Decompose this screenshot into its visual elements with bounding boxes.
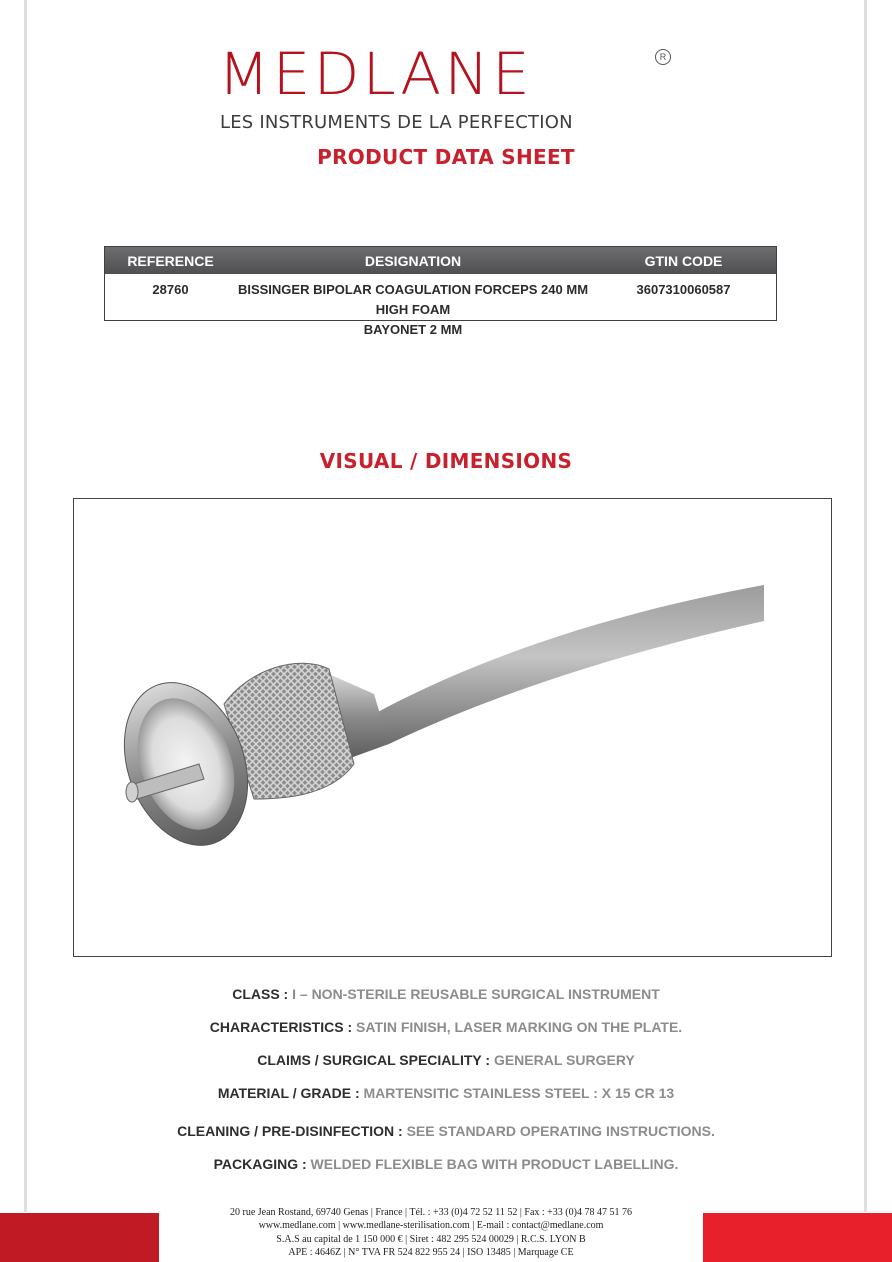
footer-address: 20 rue Jean Rostand, 69740 Genas | France | Tél. : +33 (0)4 72 52 11 52 | Fax : +33 (0)4 78 47 51 76 [230,1207,632,1218]
header-designation: DESIGNATION [364,253,462,269]
section-title-product-data-sheet: PRODUCT DATA SHEET [317,145,575,169]
cell-designation-line1: BISSINGER BIPOLAR COAGULATION FORCEPS 240 MM HIGH FOAM [237,282,589,317]
cell-gtin-code: 3607310060587 [636,282,731,297]
cell-designation [233,280,593,340]
connector-plug-illustration [74,499,831,956]
spec-characteristics: CHARACTERISTICS : SATIN FINISH, LASER MARKING ON THE PLATE. [209,1019,683,1035]
brand-logo [0,22,892,133]
footer-bar-left [0,1213,159,1262]
footer-web: www.medlane.com | www.medlane-sterilisation.com | E-mail : contact@medlane.com [258,1220,604,1231]
section-title-visual-dimensions: VISUAL / DIMENSIONS [319,449,573,473]
spec-cleaning: CLEANING / PRE-DISINFECTION : SEE STANDARD OPERATING INSTRUCTIONS. [177,1123,715,1139]
spec-class: CLASS : I – NON-STERILE REUSABLE SURGICAL INSTRUMENT [232,986,660,1002]
brand-wordmark: MEDLANE [218,40,533,108]
header-gtin-code: GTIN CODE [644,253,723,269]
header-reference: REFERENCE [127,253,214,269]
spec-claims: CLAIMS / SURGICAL SPECIALITY : GENERAL SURGERY [257,1052,635,1068]
spec-packaging: PACKAGING : WELDED FLEXIBLE BAG WITH PRODUCT LABELLING. [213,1156,679,1172]
footer-bar-right [703,1213,892,1262]
cell-reference: 28760 [152,282,189,297]
footer-registration: APE : 4646Z | N° TVA FR 524 822 955 24 | ISO 13485 | Marquage CE [288,1247,574,1258]
product-table [104,246,777,337]
registered-mark-icon: R [655,49,671,65]
cell-designation-line2: BAYONET 2 MM [363,322,463,337]
table-header [105,247,776,274]
footer-company: S.A.S au capital de 1 150 000 € | Siret : 482 295 524 00029 | R.C.S. LYON B [276,1234,586,1245]
spec-material: MATERIAL / GRADE : MARTENSITIC STAINLESS STEEL : X 15 CR 13 [217,1085,675,1101]
product-image-frame [73,498,832,957]
cable [374,585,764,744]
brand-tagline: LES INSTRUMENTS DE LA PERFECTION [220,112,573,133]
